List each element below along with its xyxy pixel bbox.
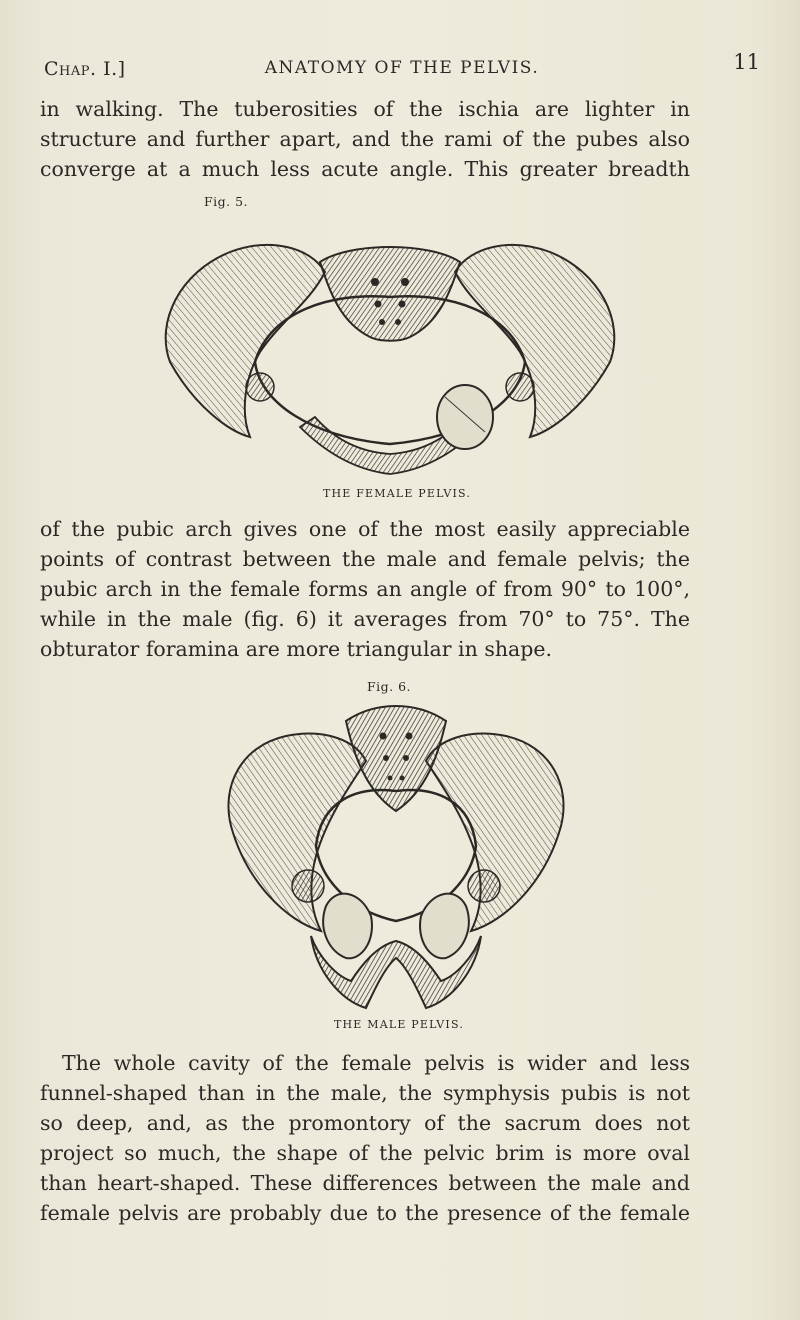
male-pelvis-illustration <box>216 696 576 1016</box>
page-number: 11 <box>733 50 760 74</box>
text-line: pubic arch in the female forms an angle of from 90° to 100°, <box>40 577 690 601</box>
text-line: so deep, and, as the promontory of the sacrum does not <box>40 1111 690 1135</box>
text-line: in walking. The tuberosities of the ischia are lighter in <box>40 97 690 121</box>
paragraph-1 <box>40 94 690 184</box>
figure-5-label: Fig. 5. <box>203 194 249 209</box>
text-line: points of contrast between the male and female pelvis; the <box>40 547 690 571</box>
figure-6-label: Fig. 6. <box>366 679 412 694</box>
text-line: converge at a much less acute angle. This greater breadth <box>40 157 690 181</box>
paragraph-3 <box>40 1048 690 1228</box>
text-line: female pelvis are probably due to the presence of the female <box>40 1201 690 1225</box>
text-line: of the pubic arch gives one of the most easily appreciable <box>40 517 690 541</box>
text-line: structure and further apart, and the rami of the pubes also <box>40 127 690 151</box>
text-line: funnel-shaped than in the male, the symphysis pubis is not <box>40 1081 690 1105</box>
chapter-marker: Chap. I.] <box>44 58 126 80</box>
female-pelvis-illustration <box>150 212 630 484</box>
running-head <box>44 50 760 86</box>
text-line: project so much, the shape of the pelvic brim is more oval <box>40 1141 690 1165</box>
text-line: The whole cavity of the female pelvis is wider and less <box>62 1051 690 1075</box>
paragraph-2 <box>40 514 690 664</box>
figure-5-caption: THE FEMALE PELVIS. <box>322 487 472 500</box>
text-line: than heart-shaped. These differences between the male and <box>40 1171 690 1195</box>
figure-6-caption: THE MALE PELVIS. <box>333 1018 465 1031</box>
running-title: ANATOMY OF THE PELVIS. <box>264 58 540 78</box>
text-line: obturator foramina are more triangular in shape. <box>40 637 553 661</box>
text-line: while in the male (fig. 6) it averages from 70° to 75°. The <box>40 607 690 631</box>
